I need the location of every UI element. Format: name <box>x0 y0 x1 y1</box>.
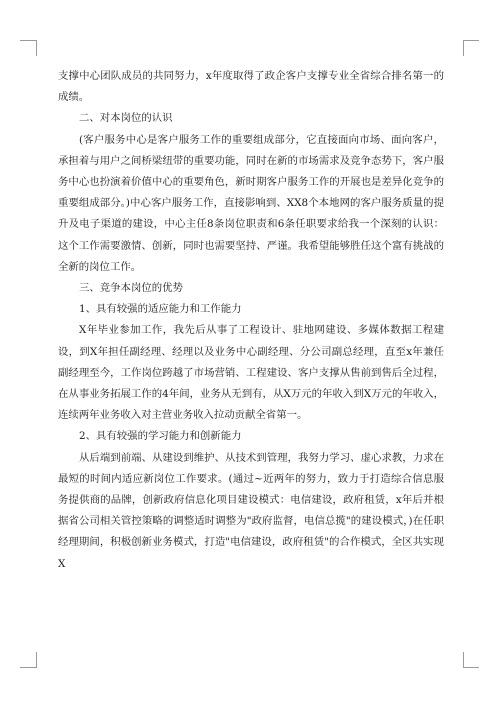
paragraph-work-experience: X年毕业参加工作，我先后从事了工程设计、驻地网建设、多媒体数据工程建设，到X年担任副经理、经理以及业务中心副经理、分公司副总经理，直至x年兼任副经理至今，工作岗位跨越了市场营销、工程建设、客户支撑从售前到售后全过程，在从事业务拓展工作的4年间，业务从无到有，从X万元的年收入到X万元的年收入，连续两年业务收入对主营业务收入拉动贡献全省第一。 <box>58 324 444 422</box>
paragraph-learning-innovation: 从后端到前端、从建设到维护、从技术到管理，我努力学习、虚心求教，力求在最短的时间内适应新岗位工作要求。(通过~近两年的努力，致力于打造综合信息服务提供商的品牌，创新政府信息化项目建设模式：电信建设，政府租赁，x年后并根据省公司相关管控策略的调整适时调整为"政府监督，电信总揽"的建设模式，)在任职经理期间，积极创新业务模式，打造"电信建设，政府租赁"的合作模式，全区共实现X <box>58 451 444 570</box>
section-heading-advantages: 三、竞争本岗位的优势 <box>79 282 183 295</box>
subheading-adaptability: 1、具有较强的适应能力和工作能力 <box>79 303 242 316</box>
paragraph-body-continued: 支撑中心团队成员的共同努力，x年度取得了政企客户支撑专业全省综合排名第一的成绩。 <box>58 70 444 104</box>
section-heading-role-understanding: 二、对本岗位的认识 <box>79 112 173 125</box>
document-body <box>58 66 444 575</box>
subheading-learning-innovation: 2、具有较强的学习能力和创新能力 <box>79 430 242 443</box>
paragraph-role-understanding: (客户服务中心是客户服务工作的重要组成部分，它直接面向市场、面向客户，承担着与用户之间桥梁纽带的重要功能，同时在新的市场需求及竞争态势下，客户服务中心也扮演着价值中心的重要角色，新时期客户服务工作的开展也是差异化竞争的重要组成部分。)中心客户服务工作，直接影响到、XX8个本地网的客户服务质量的提升及电子渠道的建设，中心主任8条岗位职责和6条任职要求给我一个深刻的认识：这个工作需要激情、创新，同时也需要坚持、严谨。我希望能够胜任这个富有挑战的全新的岗位工作。 <box>58 133 444 273</box>
